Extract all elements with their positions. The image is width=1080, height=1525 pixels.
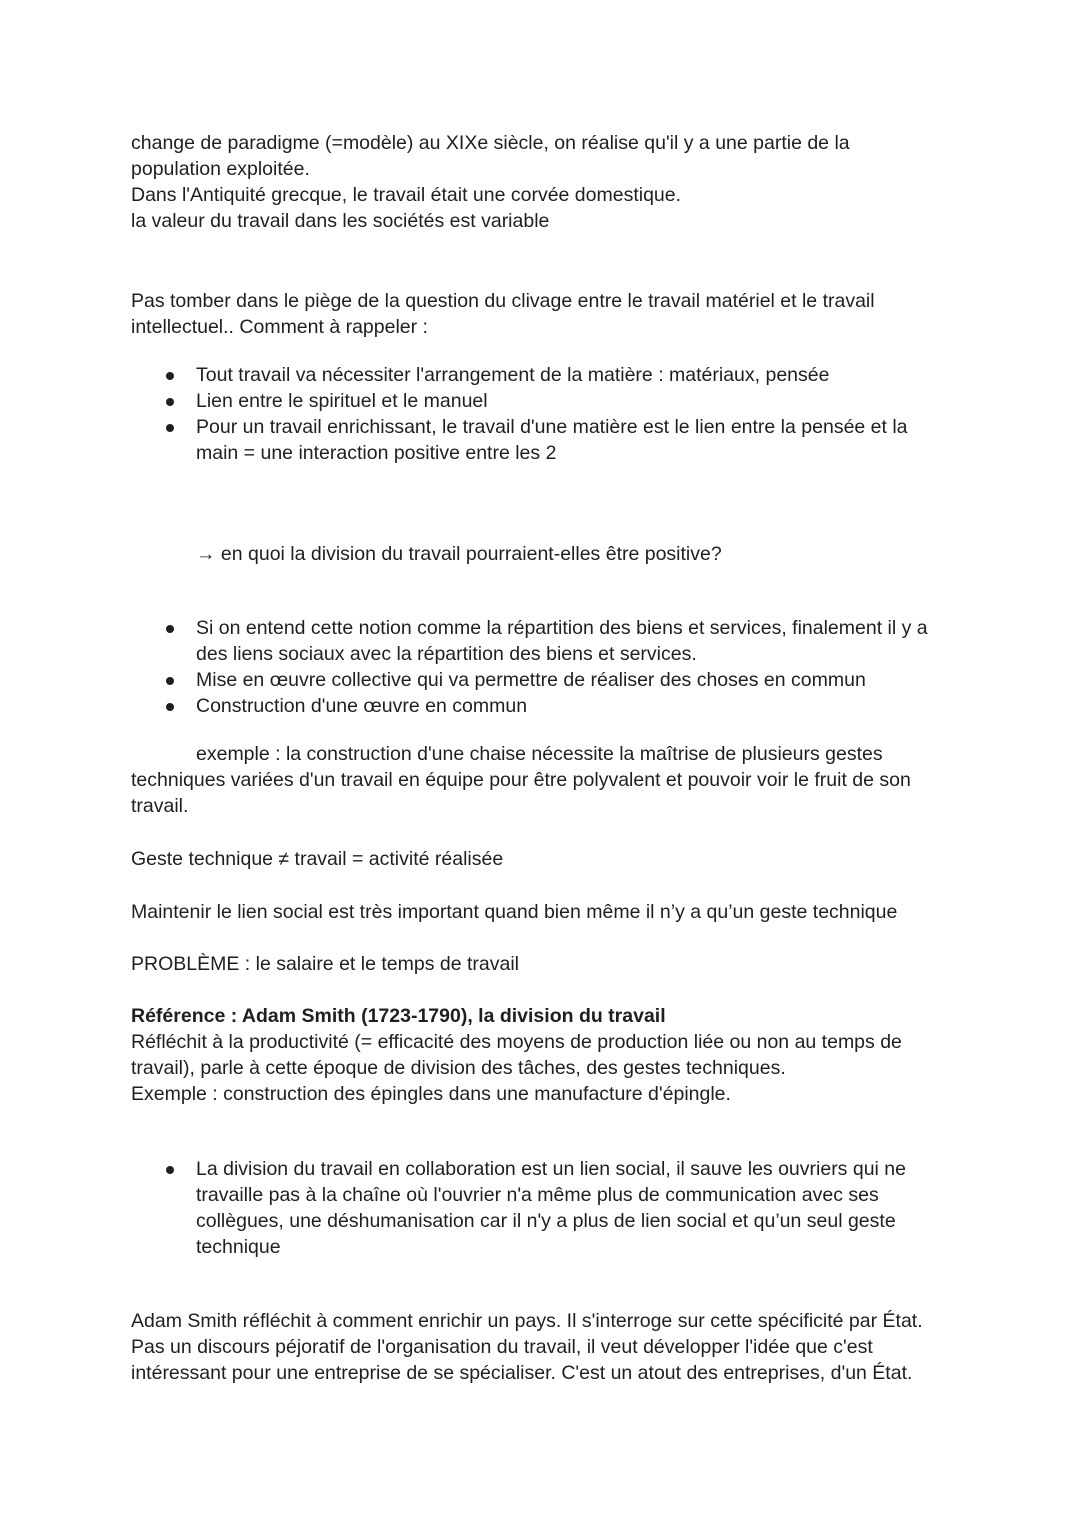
text-line: la valeur du travail dans les sociétés est variable — [131, 210, 550, 232]
bullet-list-work-arrangement — [131, 362, 951, 466]
text-line: des liens sociaux avec la répartition des biens et services. — [196, 643, 697, 665]
document-page — [131, 130, 951, 1386]
text-line: → en quoi la division du travail pourraient-elles être positive? — [196, 543, 722, 565]
text-line: Pour un travail enrichissant, le travail d'une matière est le lien entre la pensée et la — [196, 416, 908, 438]
bullet-icon — [166, 398, 174, 406]
bullet-icon — [166, 372, 174, 380]
text-line: Adam Smith réfléchit à comment enrichir un pays. Il s'interroge sur cette spécificité par État. — [131, 1310, 923, 1332]
text-line: Pas un discours péjoratif de l'organisation du travail, il veut développer l'idée que c'est — [131, 1336, 873, 1358]
list-item — [131, 362, 951, 388]
text-line: intéressant pour une entreprise de se spécialiser. C'est un atout des entreprises, d'un État. — [131, 1362, 913, 1384]
text-line: Geste technique ≠ travail = activité réalisée — [131, 848, 504, 870]
list-item — [131, 667, 951, 693]
text-line: Lien entre le spirituel et le manuel — [196, 390, 488, 412]
bullet-icon — [166, 424, 174, 432]
text-line: La division du travail en collaboration est un lien social, il sauve les ouvriers qui ne — [196, 1158, 906, 1180]
closing-paragraph — [131, 1308, 951, 1386]
text-line: population exploitée. — [131, 158, 310, 180]
text-line: Pas tomber dans le piège de la question du clivage entre le travail matériel et le travail — [131, 290, 875, 312]
text-line: change de paradigme (=modèle) au XIXe siècle, on réalise qu'il y a une partie de la — [131, 132, 850, 154]
example-paragraph — [131, 741, 951, 819]
bullet-list-division-positive — [131, 615, 951, 719]
probleme-line — [131, 951, 951, 977]
list-item — [131, 414, 951, 466]
list-item — [131, 615, 951, 667]
text-line: main = une interaction positive entre les 2 — [196, 442, 557, 464]
text-line: technique — [196, 1236, 281, 1258]
list-item — [131, 693, 951, 719]
intro-paragraph — [131, 130, 951, 234]
text-line: Maintenir le lien social est très important quand bien même il n’y a qu’un geste technique — [131, 901, 898, 923]
text-line: techniques variées d'un travail en équipe pour être polyvalent et pouvoir voir le fruit de son — [131, 769, 911, 791]
text-line: Tout travail va nécessiter l'arrangement de la matière : matériaux, pensée — [196, 364, 830, 386]
text-line: Réfléchit à la productivité (= efficacité des moyens de production liée ou non au temps de — [131, 1031, 902, 1053]
text-line: exemple : la construction d'une chaise nécessite la maîtrise de plusieurs gestes — [196, 743, 883, 765]
bullet-icon — [166, 1166, 174, 1174]
reference-paragraph — [131, 1003, 951, 1107]
text-line: Construction d'une œuvre en commun — [196, 695, 528, 717]
geste-line — [131, 846, 951, 872]
clivage-paragraph — [131, 288, 951, 340]
text-line: Mise en œuvre collective qui va permettre de réaliser des choses en commun — [196, 669, 866, 691]
list-item — [131, 388, 951, 414]
question-line — [131, 541, 951, 567]
text-line: Exemple : construction des épingles dans une manufacture d'épingle. — [131, 1083, 731, 1105]
text-line: intellectuel.. Comment à rappeler : — [131, 316, 428, 338]
text-line: Si on entend cette notion comme la répartition des biens et services, finalement il y a — [196, 617, 928, 639]
reference-title: Référence : Adam Smith (1723-1790), la division du travail — [131, 1005, 666, 1027]
bullet-icon — [166, 703, 174, 711]
text-line: collègues, une déshumanisation car il n'y a plus de lien social et qu’un seul geste — [196, 1210, 896, 1232]
bullet-icon — [166, 677, 174, 685]
text-line: travail), parle à cette époque de division des tâches, des gestes techniques. — [131, 1057, 786, 1079]
list-item — [131, 1156, 951, 1260]
lien-social-line — [131, 899, 951, 925]
bullet-icon — [166, 625, 174, 633]
text-line: Dans l'Antiquité grecque, le travail était une corvée domestique. — [131, 184, 682, 206]
text-line: travaille pas à la chaîne où l'ouvrier n'a même plus de communication avec ses — [196, 1184, 879, 1206]
bullet-list-collaboration — [131, 1156, 951, 1260]
text-line: travail. — [131, 795, 189, 817]
text-line: PROBLÈME : le salaire et le temps de travail — [131, 953, 519, 975]
